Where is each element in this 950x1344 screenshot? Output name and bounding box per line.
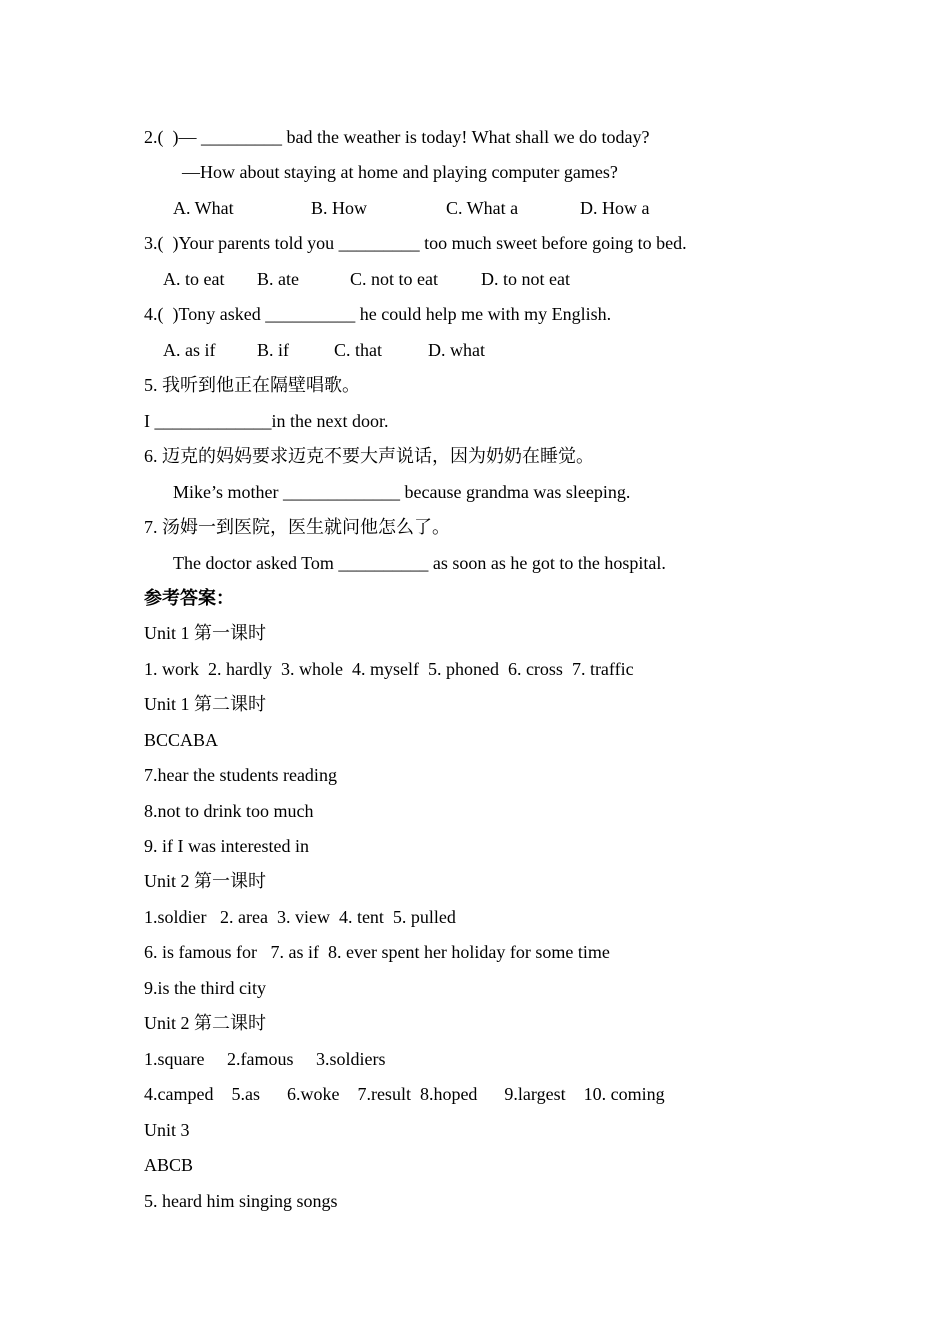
q3-option-c: C. not to eat (350, 269, 438, 289)
answer-line: 8.not to drink too much (144, 801, 314, 821)
answer-line: 1. work 2. hardly 3. whole 4. myself 5. phoned 6. cross 7. traffic (144, 659, 634, 679)
q4-option-b: B. if (257, 340, 290, 360)
q2-option-d: D. How a (580, 198, 650, 218)
q3-stem: 3.( )Your parents told you _________ too much sweet before going to bed. (144, 233, 687, 253)
answer-line: 9.is the third city (144, 978, 266, 998)
q4-stem: 4.( )Tony asked __________ he could help me with my English. (144, 304, 612, 324)
q2-stem: 2.( )— _________ bad the weather is today! What shall we do today? (144, 127, 650, 147)
answers-heading: 参考答案： (144, 588, 234, 608)
answer-line: Unit 2 第一课时 (144, 871, 267, 891)
answer-line: Unit 1 第二课时 (144, 694, 267, 714)
q4-option-a: A. as if (163, 340, 216, 360)
q2-option-a: A. What (173, 198, 234, 218)
answer-line: 4.camped 5.as 6.woke 7.result 8.hoped 9.largest 10. coming (144, 1084, 665, 1104)
answer-line: 1.square 2.famous 3.soldiers (144, 1049, 386, 1069)
q3-option-a: A. to eat (163, 269, 225, 289)
q3-option-d: D. to not eat (481, 269, 570, 289)
q3-option-b: B. ate (257, 269, 299, 289)
answer-line: 5. heard him singing songs (144, 1191, 338, 1211)
q7-english: The doctor asked Tom __________ as soon as he got to the hospital. (173, 553, 666, 573)
q6-english: Mike’s mother _____________ because grandma was sleeping. (173, 482, 631, 502)
q2-reply: —How about staying at home and playing computer games? (182, 162, 618, 182)
answer-line: 1.soldier 2. area 3. view 4. tent 5. pulled (144, 907, 456, 927)
q4-option-c: C. that (334, 340, 382, 360)
q4-option-d: D. what (428, 340, 485, 360)
q5-chinese: 5. 我听到他正在隔壁唱歌。 (144, 375, 360, 395)
answer-line: Unit 3 (144, 1120, 190, 1140)
q5-english: I _____________in the next door. (144, 411, 389, 431)
q2-option-b: B. How (311, 198, 368, 218)
answer-line: Unit 2 第二课时 (144, 1013, 267, 1033)
q7-chinese: 7. 汤姆一到医院，医生就问他怎么了。 (144, 517, 450, 537)
answer-line: 6. is famous for 7. as if 8. ever spent her holiday for some time (144, 942, 610, 962)
answer-line: Unit 1 第一课时 (144, 623, 267, 643)
q2-option-c: C. What a (446, 198, 519, 218)
answer-line: BCCABA (144, 730, 219, 750)
answer-line: ABCB (144, 1155, 194, 1175)
answer-line: 7.hear the students reading (144, 765, 337, 785)
answer-line: 9. if I was interested in (144, 836, 309, 856)
q6-chinese: 6. 迈克的妈妈要求迈克不要大声说话，因为奶奶在睡觉。 (144, 446, 594, 466)
